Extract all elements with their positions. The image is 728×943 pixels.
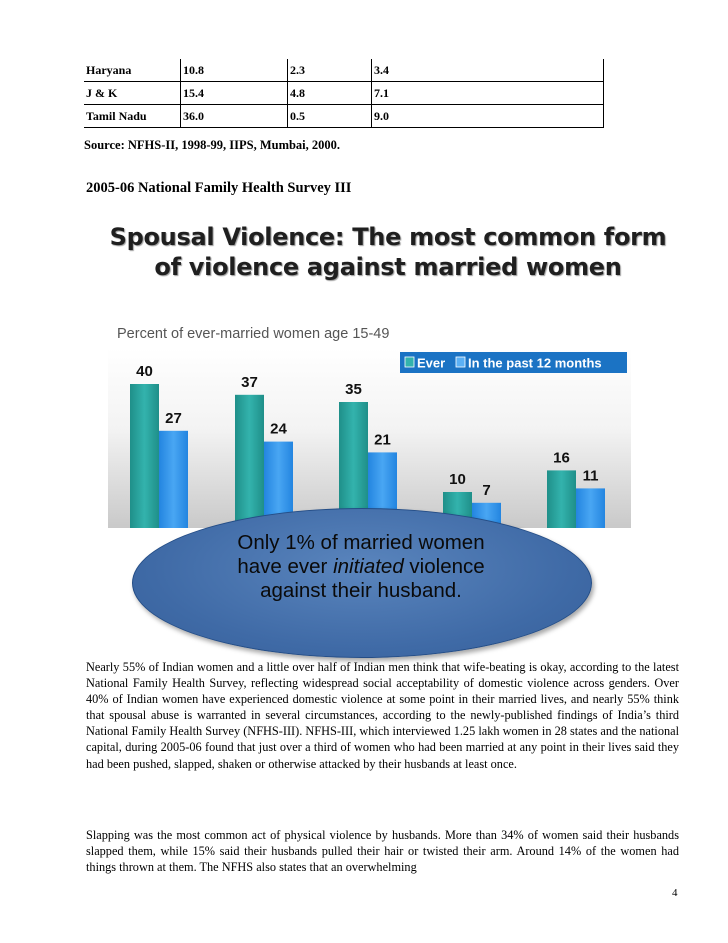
section-heading: 2005-06 National Family Health Survey III — [86, 180, 352, 196]
slide-title-line1: Spousal Violence: The most common form — [109, 223, 667, 251]
callout-text — [132, 531, 590, 603]
data-label: 35 — [345, 381, 362, 398]
bar-ever-4 — [547, 470, 576, 528]
table-cell: Tamil Nadu — [84, 105, 181, 128]
data-label: 40 — [136, 363, 153, 380]
callout-line3: against their husband. — [260, 579, 462, 602]
bar-ever-0 — [130, 384, 159, 528]
chart-subtitle: Percent of ever-married women age 15-49 — [117, 326, 390, 342]
bar-past12-0 — [159, 431, 188, 528]
data-label: 24 — [270, 420, 287, 438]
data-label: 21 — [374, 431, 391, 449]
callout-line2-post: violence — [403, 555, 485, 578]
page-number: 4 — [672, 887, 678, 899]
body-paragraph-2: Slapping was the most common act of physical violence by husbands. More than 34% of women said their husbands slapped them, while 15% said their husbands pulled their hair or twisted their arm. Around 14% of the women had things thrown at them. The NFHS also states that an overwhelming — [86, 828, 679, 875]
bar-ever-1 — [235, 395, 264, 528]
legend-swatch — [405, 357, 414, 367]
callout-line2-pre: have ever — [237, 555, 334, 578]
slide-title-line2: of violence against married women — [154, 253, 622, 281]
source-note: Source: NFHS-II, 1998-99, IIPS, Mumbai, 2000. — [84, 138, 341, 152]
table-cell: 0.5 — [288, 105, 372, 128]
callout-line1: Only 1% of married women — [237, 531, 485, 554]
callout-line2-em: initiated — [333, 555, 404, 578]
callout-line2 — [132, 555, 590, 579]
body-paragraph-1: Nearly 55% of Indian women and a little over half of Indian men think that wife-beating is okay, according to the latest National Family Health Survey, reflecting widespread social acceptability of domestic violence across genders. Over 40% of Indian women have experienced domestic violence at some point in their married lives, and nearly 55% think that spousal abuse is warranted in several circumstances, according to the newly-published findings of India’s third National Family Health Survey (NFHS-III). NFHS-III, which interviewed 1.25 lakh women in 28 states and the national capital, during 2005-06 found that just over a third of women who had been married at any point in their lives said they had been pushed, slapped, shaken or otherwise attacked by their husbands at least once. — [86, 660, 679, 771]
legend-label: In the past 12 months — [468, 355, 602, 371]
data-label: 11 — [582, 467, 599, 485]
table-cell: 7.1 — [372, 82, 604, 105]
data-label: 16 — [553, 449, 570, 467]
table-cell: J & K — [84, 82, 181, 105]
chart-legend — [400, 352, 627, 373]
table-cell: Haryana — [84, 59, 181, 82]
table-cell: 9.0 — [372, 105, 604, 128]
table-cell: 2.3 — [288, 59, 372, 82]
table-cell: 10.8 — [181, 59, 288, 82]
table-cell: 36.0 — [181, 105, 288, 128]
data-label: 10 — [449, 471, 466, 488]
table-cell: 3.4 — [372, 59, 604, 82]
data-label: 37 — [241, 373, 258, 391]
data-label: 27 — [165, 409, 182, 427]
table-cell: 15.4 — [181, 82, 288, 105]
legend-label: Ever — [417, 355, 446, 371]
data-label: 7 — [482, 481, 491, 499]
legend-swatch — [456, 357, 465, 367]
table-cell: 4.8 — [288, 82, 372, 105]
bar-past12-4 — [576, 488, 605, 528]
